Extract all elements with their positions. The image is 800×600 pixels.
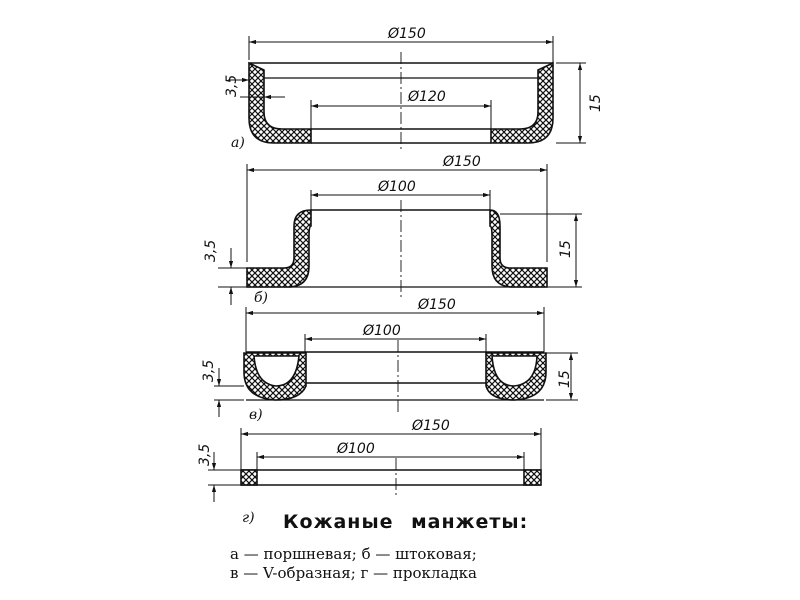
dim-b-outer: Ø150 [443, 154, 481, 170]
dim-v-inner: Ø100 [363, 323, 401, 339]
dim-v-thickness: 3,5 [201, 359, 217, 382]
cuff-g [208, 428, 541, 502]
label-v: в) [249, 407, 263, 423]
dim-a-thickness: 3,5 [224, 74, 240, 97]
dim-g-inner: Ø100 [337, 441, 375, 457]
dim-v-outer: Ø150 [418, 297, 456, 313]
dim-g-outer: Ø150 [412, 418, 450, 434]
legend-line-1: а — поршневая; б — штоковая; [230, 545, 477, 563]
dim-g-thickness: 3,5 [197, 443, 213, 466]
dim-b-height: 15 [558, 240, 574, 258]
dim-b-inner: Ø100 [378, 179, 416, 195]
dim-v-height: 15 [557, 370, 573, 388]
dim-a-inner: Ø120 [408, 89, 446, 105]
label-g: г) [242, 510, 255, 526]
cuff-a [228, 36, 586, 152]
label-b: б) [254, 290, 269, 306]
dim-a-height: 15 [588, 94, 604, 112]
legend-line-2: в — V-образная; г — прокладка [230, 564, 477, 582]
figure-title: Кожаные манжеты: [283, 511, 529, 533]
dim-a-outer: Ø150 [388, 26, 426, 42]
dim-b-thickness: 3,5 [203, 239, 219, 262]
label-a: а) [231, 135, 245, 151]
